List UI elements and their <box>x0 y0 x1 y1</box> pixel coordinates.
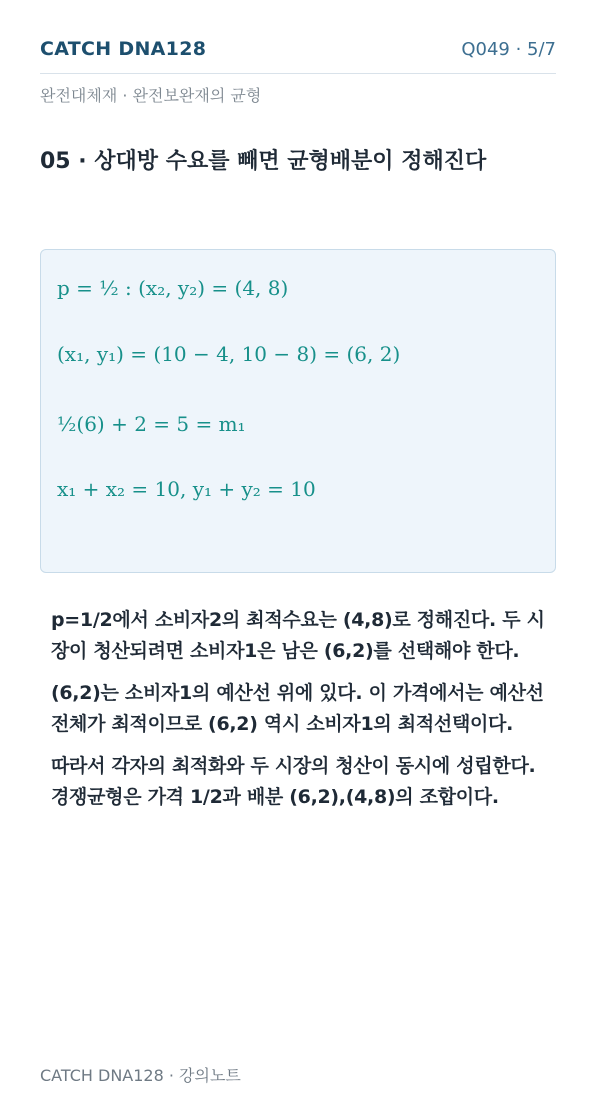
page-footer: CATCH DNA128 · 강의노트 <box>40 1066 241 1085</box>
equation-2: (x₁, y₁) = (10 − 4, 10 − 8) = (6, 2) <box>57 342 401 366</box>
paragraph-3: 따라서 각자의 최적화와 두 시장의 청산이 동시에 성립한다. 경쟁균형은 가격 1/2과 배분 (6,2),(4,8)의 조합이다. <box>51 755 536 808</box>
question-progress: Q049 · 5/7 <box>461 39 556 60</box>
equation-4: x₁ + x₂ = 10, y₁ + y₂ = 10 <box>57 477 316 501</box>
equation-box <box>40 249 556 573</box>
page-header <box>40 36 556 74</box>
equation-3: ½(6) + 2 = 5 = m₁ <box>57 412 246 436</box>
paragraph-1: p=1/2에서 소비자2의 최적수요는 (4,8)로 정해진다. 두 시장이 청산되려면 소비자1은 남은 (6,2)를 선택해야 한다. <box>51 609 545 662</box>
equation-1: p = ½ : (x₂, y₂) = (4, 8) <box>57 276 289 300</box>
paragraph-2: (6,2)는 소비자1의 예산선 위에 있다. 이 가격에서는 예산선 전체가 최적이므로 (6,2) 역시 소비자1의 최적선택이다. <box>51 682 544 735</box>
section-title: 05 · 상대방 수요를 빼면 균형배분이 정해진다 <box>40 149 487 174</box>
brand-title: CATCH DNA128 <box>40 38 207 60</box>
topic-subtitle: 완전대체재 · 완전보완재의 균형 <box>40 86 262 105</box>
